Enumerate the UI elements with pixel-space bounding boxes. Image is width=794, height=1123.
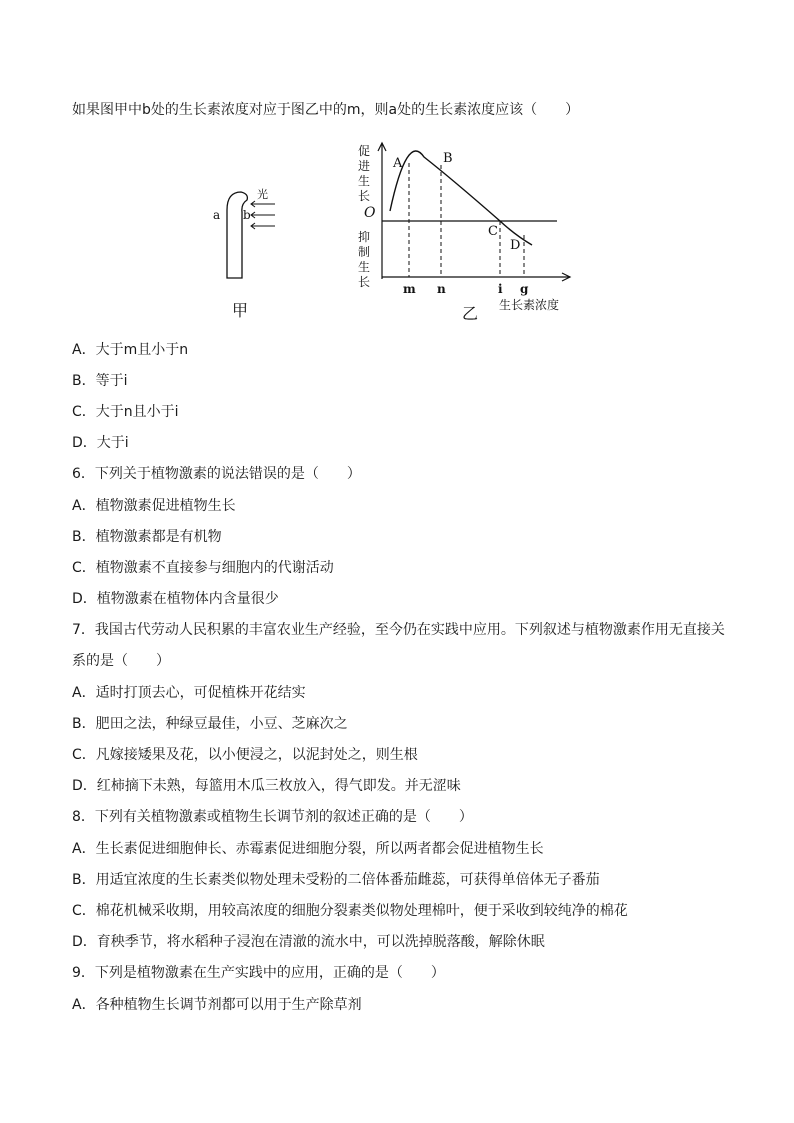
- figure-jia-caption: 甲: [232, 301, 249, 320]
- q7-stem-line-2: 系的是（ ）: [72, 653, 170, 669]
- y-bottom-char-4: 长: [358, 275, 371, 289]
- q9-option-a: A．各种植物生长调节剂都可以用于生产除草剂: [72, 997, 362, 1013]
- y-top-char-1: 促: [358, 144, 371, 158]
- q6-option-c: C．植物激素不直接参与细胞内的代谢活动: [72, 560, 334, 576]
- point-a-label: A: [393, 156, 403, 171]
- q6-stem: 6．下列关于植物激素的说法错误的是（ ）: [72, 466, 361, 482]
- point-d-label: D: [510, 238, 521, 253]
- label-b: b: [243, 208, 251, 222]
- q6-option-a: A．植物激素促进植物生长: [72, 498, 236, 514]
- q6-option-b: B．植物激素都是有机物: [72, 529, 222, 545]
- q8-option-c: C．棉花机械采收期，用较高浓度的细胞分裂素类似物处理棉叶，便于采收到较纯净的棉花: [72, 903, 628, 919]
- q5-option-d: D．大于i: [72, 435, 129, 451]
- y-top-char-4: 长: [358, 189, 371, 203]
- q5-option-a: A．大于m且小于n: [72, 342, 189, 358]
- point-c-label: C: [488, 224, 498, 239]
- figure-yi-caption: 乙: [462, 304, 479, 323]
- light-label: 光: [257, 188, 268, 201]
- point-b-label: B: [443, 151, 453, 166]
- y-bottom-char-2: 制: [358, 245, 371, 259]
- q8-option-b: B．用适宜浓度的生长素类似物处理未受粉的二倍体番茄雌蕊，可获得单倍体无子番茄: [72, 872, 600, 888]
- q9-stem: 9．下列是植物激素在生产实践中的应用，正确的是（ ）: [72, 965, 445, 981]
- question-intro: 如果图甲中b处的生长素浓度对应于图乙中的m，则a处的生长素浓度应该（ ）: [72, 102, 580, 118]
- q5-option-c: C．大于n且小于i: [72, 404, 179, 420]
- q7-stem-line-1: 7．我国古代劳动人民积累的丰富农业生产经验，至今仍在实践中应用。下列叙述与植物激素作用无直接关: [72, 622, 725, 638]
- y-top-char-3: 生: [358, 174, 371, 188]
- q7-option-a: A．适时打顶去心，可促植株开花结实: [72, 685, 306, 701]
- coleoptile-shape: [227, 192, 247, 278]
- y-bottom-char-3: 生: [358, 260, 371, 274]
- q7-option-c: C．凡嫁接矮果及花，以小便浸之，以泥封处之，则生根: [72, 747, 418, 763]
- tick-m: m: [403, 282, 416, 296]
- q6-option-d: D．植物激素在植物体内含量很少: [72, 591, 279, 607]
- figure-jia: [205, 182, 295, 322]
- figure-yi: [352, 137, 587, 329]
- x-axis-label: 生长素浓度: [499, 298, 560, 312]
- tick-i: i: [498, 282, 503, 296]
- q7-option-d: D．红柿摘下未熟，每篮用木瓜三枚放入，得气即发。并无涩味: [72, 778, 461, 794]
- growth-curve: [390, 151, 532, 245]
- q8-option-a: A．生长素促进细胞伸长、赤霉素促进细胞分裂，所以两者都会促进植物生长: [72, 841, 544, 857]
- q8-stem: 8．下列有关植物激素或植物生长调节剂的叙述正确的是（ ）: [72, 809, 473, 825]
- y-bottom-char-1: 抑: [358, 230, 371, 244]
- q7-option-b: B．肥田之法，种绿豆最佳，小豆、芝麻次之: [72, 716, 348, 732]
- y-top-char-2: 进: [358, 159, 371, 173]
- label-a: a: [213, 208, 221, 222]
- q8-option-d: D．育秧季节，将水稻种子浸泡在清澈的流水中，可以洗掉脱落酸，解除休眠: [72, 934, 545, 950]
- tick-n: n: [437, 282, 446, 296]
- tick-g: g: [520, 282, 529, 296]
- q5-option-b: B．等于i: [72, 373, 128, 389]
- origin-label: O: [364, 205, 376, 221]
